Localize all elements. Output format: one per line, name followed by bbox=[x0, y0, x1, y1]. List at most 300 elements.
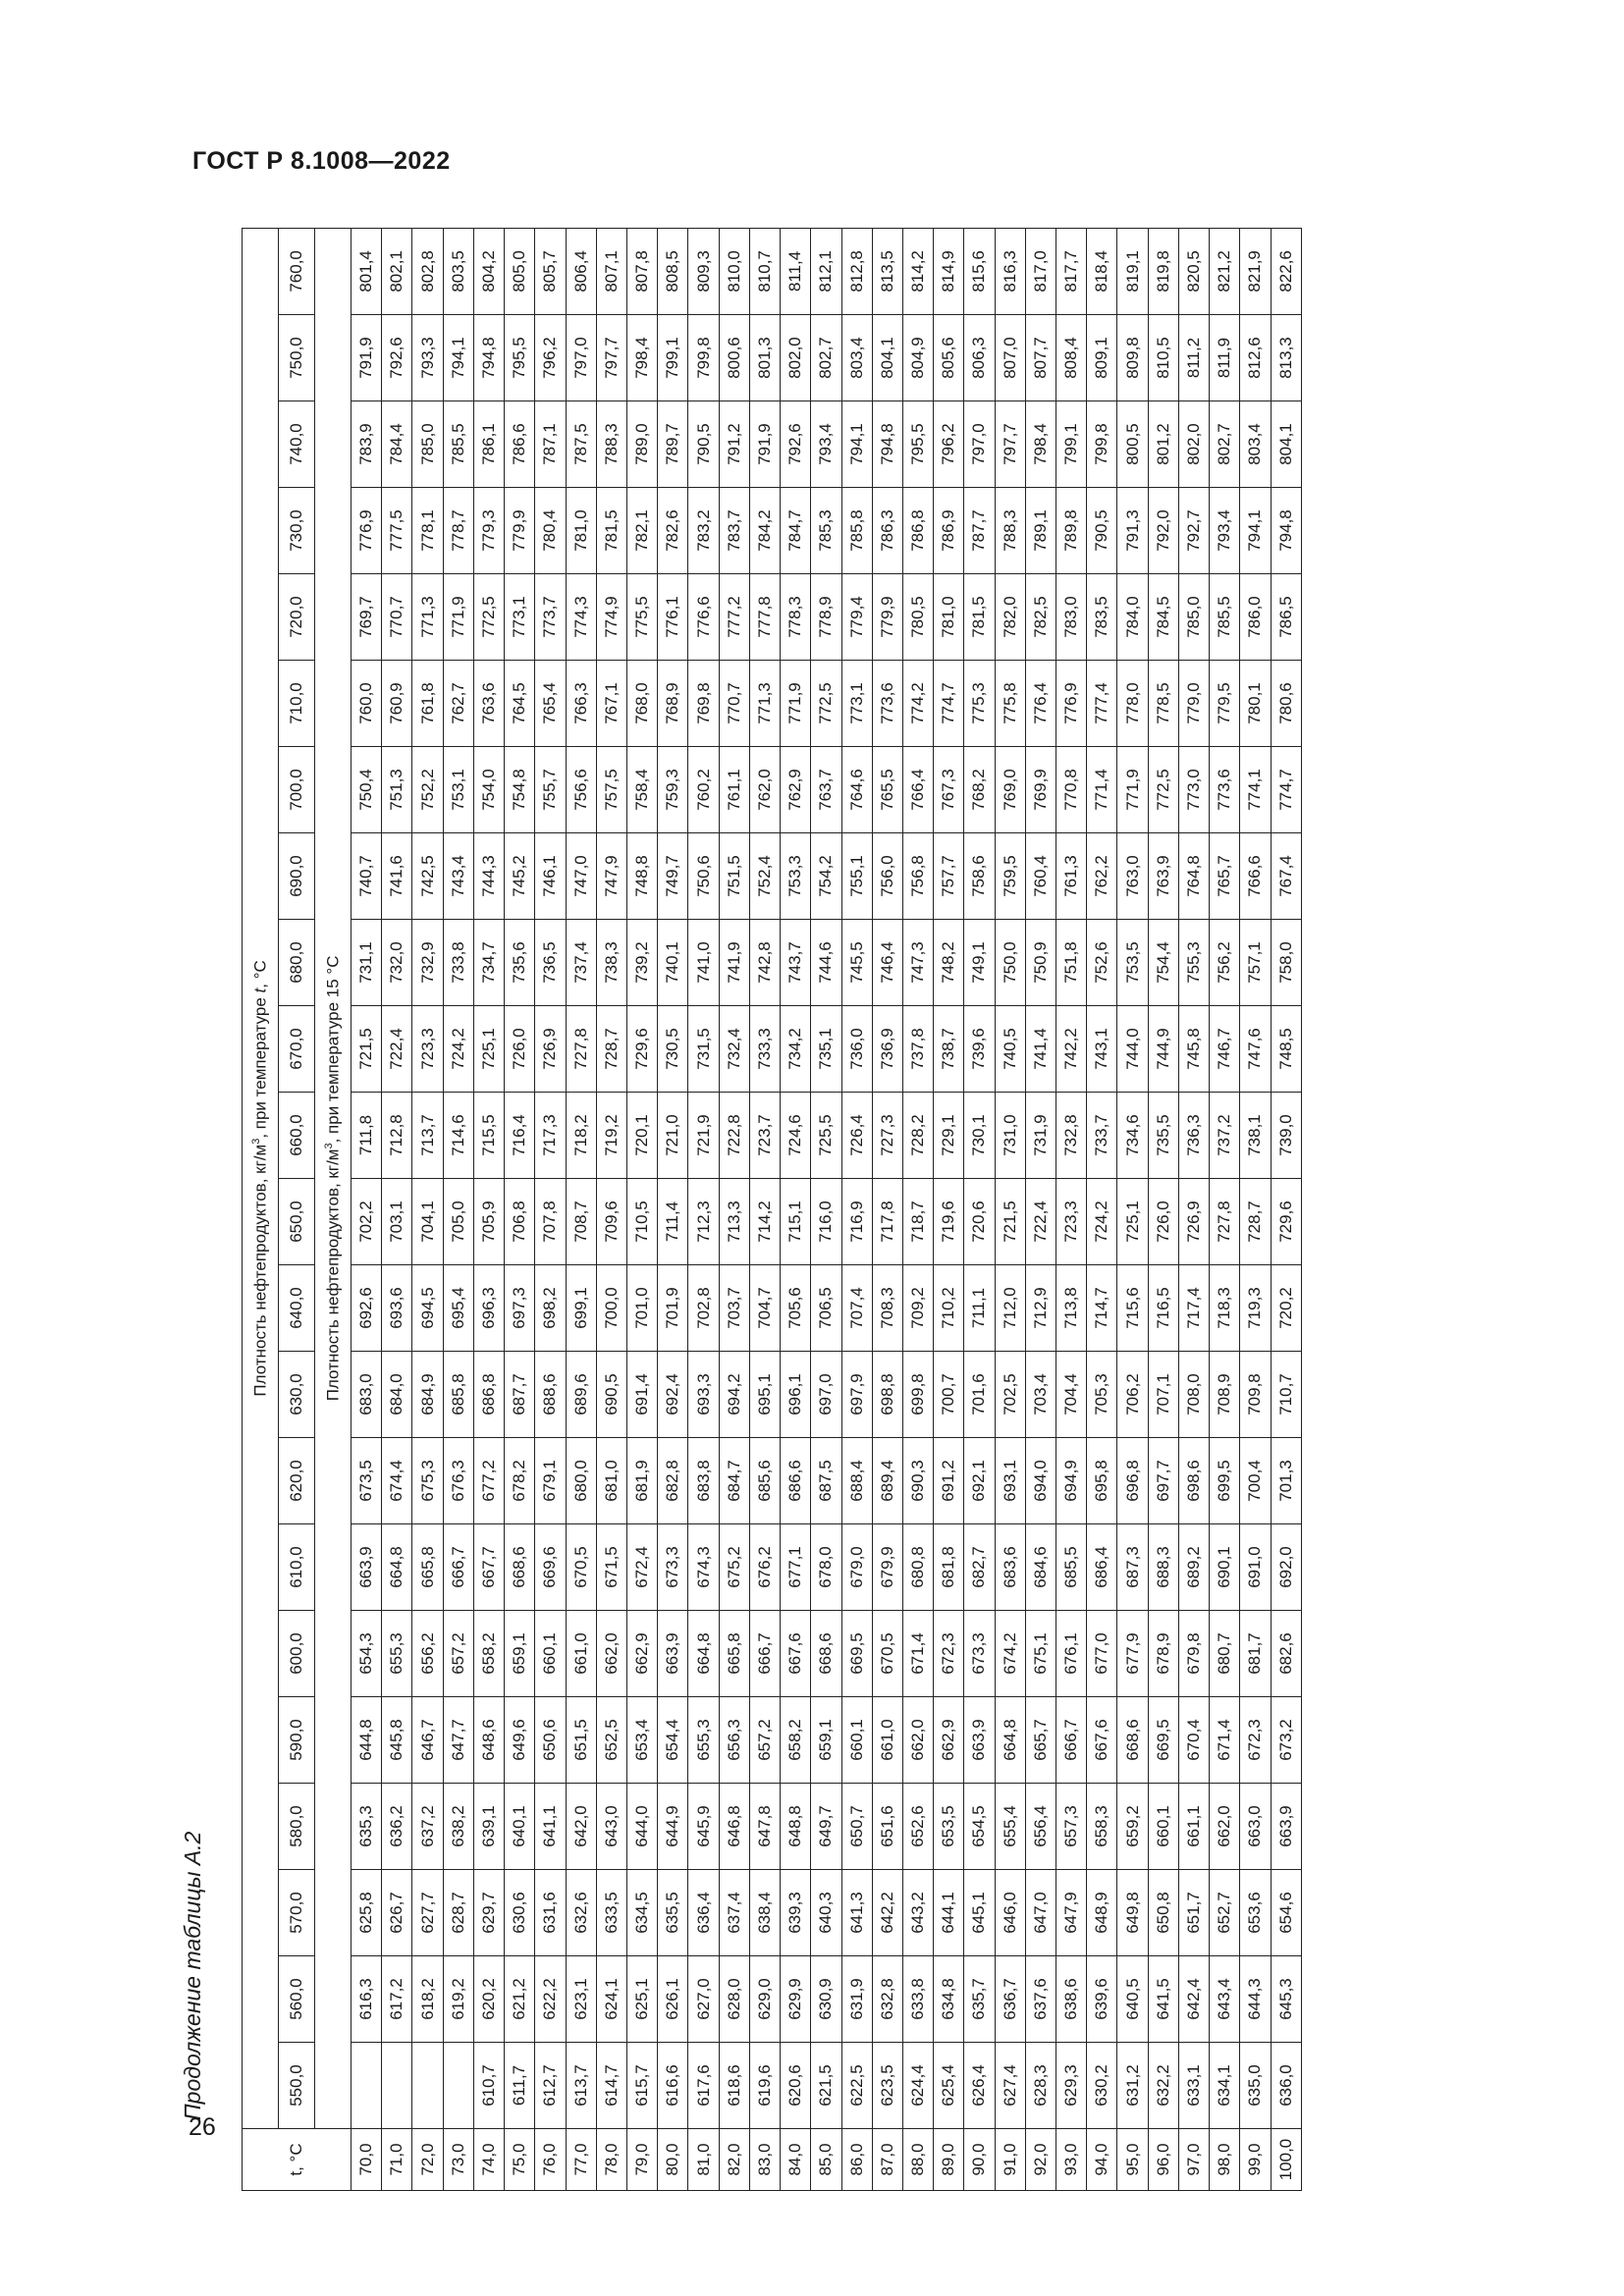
density-cell: 778,7 bbox=[443, 488, 473, 574]
density-cell: 703,1 bbox=[382, 1179, 412, 1265]
density-cell: 774,9 bbox=[596, 574, 626, 661]
temperature-cell: 88,0 bbox=[902, 2129, 933, 2191]
density-cell: 802,0 bbox=[1178, 401, 1209, 488]
column-header: 720,0 bbox=[279, 574, 315, 661]
density-cell: 791,3 bbox=[1117, 488, 1148, 574]
density-cell: 779,9 bbox=[505, 488, 535, 574]
density-cell: 697,3 bbox=[505, 1265, 535, 1352]
column-header: 680,0 bbox=[279, 920, 315, 1006]
density-cell: 794,8 bbox=[872, 401, 902, 488]
temperature-cell: 80,0 bbox=[658, 2129, 688, 2191]
density-cell: 656,4 bbox=[1025, 1784, 1056, 1870]
density-cell: 625,4 bbox=[934, 2043, 964, 2129]
density-cell: 789,7 bbox=[658, 401, 688, 488]
density-cell: 746,1 bbox=[535, 833, 566, 920]
density-cell: 675,1 bbox=[1025, 1611, 1056, 1697]
density-cell: 806,4 bbox=[566, 228, 596, 314]
density-cell: 630,9 bbox=[811, 1956, 841, 2043]
density-cell: 731,1 bbox=[352, 920, 382, 1006]
table-row bbox=[1148, 228, 1178, 2190]
density-cell: 700,7 bbox=[934, 1352, 964, 1438]
table-row bbox=[658, 228, 688, 2190]
table-row bbox=[1210, 228, 1240, 2190]
table-caption: Продолжение таблицы А.2 bbox=[180, 1831, 205, 2120]
table-row bbox=[902, 228, 933, 2190]
density-cell: 682,8 bbox=[658, 1438, 688, 1524]
density-cell: 780,1 bbox=[1240, 661, 1271, 747]
density-cell: 652,5 bbox=[596, 1697, 626, 1784]
density-cell: 668,6 bbox=[505, 1524, 535, 1611]
density-cell: 667,6 bbox=[1087, 1697, 1117, 1784]
density-cell: 616,6 bbox=[658, 2043, 688, 2129]
density-cell: 665,7 bbox=[1025, 1697, 1056, 1784]
density-cell: 799,8 bbox=[688, 315, 719, 401]
page-number: 26 bbox=[189, 2113, 216, 2141]
density-cell: 658,2 bbox=[473, 1611, 504, 1697]
density-cell: 659,2 bbox=[1117, 1784, 1148, 1870]
density-cell: 731,0 bbox=[995, 1093, 1025, 1179]
density-cell: 759,3 bbox=[658, 747, 688, 833]
density-cell: 681,8 bbox=[934, 1524, 964, 1611]
density-cell: 657,3 bbox=[1056, 1784, 1087, 1870]
density-cell: 754,4 bbox=[1148, 920, 1178, 1006]
density-cell: 763,9 bbox=[1148, 833, 1178, 920]
density-cell: 695,1 bbox=[749, 1352, 780, 1438]
density-cell: 688,6 bbox=[535, 1352, 566, 1438]
density-cell: 711,4 bbox=[658, 1179, 688, 1265]
density-cell: 764,5 bbox=[505, 661, 535, 747]
density-cell: 726,0 bbox=[505, 1006, 535, 1093]
density-cell: 761,8 bbox=[412, 661, 443, 747]
density-cell: 677,9 bbox=[1117, 1611, 1148, 1697]
density-cell: 692,0 bbox=[1271, 1524, 1301, 1611]
density-cell bbox=[443, 2043, 473, 2129]
density-cell: 757,1 bbox=[1240, 920, 1271, 1006]
density-cell: 684,0 bbox=[382, 1352, 412, 1438]
table-row bbox=[1087, 228, 1117, 2190]
temperature-cell: 82,0 bbox=[719, 2129, 749, 2191]
density-cell: 659,1 bbox=[505, 1611, 535, 1697]
density-cell: 755,7 bbox=[535, 747, 566, 833]
density-cell: 763,0 bbox=[1117, 833, 1148, 920]
density-cell: 619,2 bbox=[443, 1956, 473, 2043]
density-cell: 802,1 bbox=[382, 228, 412, 314]
density-cell: 655,3 bbox=[382, 1611, 412, 1697]
density-cell: 760,4 bbox=[1025, 833, 1056, 920]
density-cell: 723,3 bbox=[1056, 1179, 1087, 1265]
density-cell: 623,1 bbox=[566, 1956, 596, 2043]
density-cell: 615,7 bbox=[626, 2043, 657, 2129]
density-cell: 784,2 bbox=[749, 488, 780, 574]
density-cell: 679,8 bbox=[1178, 1611, 1209, 1697]
main-title-t: t bbox=[250, 988, 270, 993]
density-cell: 789,1 bbox=[1025, 488, 1056, 574]
density-cell: 719,6 bbox=[934, 1179, 964, 1265]
density-cell: 667,7 bbox=[473, 1524, 504, 1611]
density-cell: 778,9 bbox=[811, 574, 841, 661]
density-cell: 618,6 bbox=[719, 2043, 749, 2129]
density-cell: 691,0 bbox=[1240, 1524, 1271, 1611]
density-cell: 694,0 bbox=[1025, 1438, 1056, 1524]
density-cell: 750,9 bbox=[1025, 920, 1056, 1006]
density-cell: 771,3 bbox=[749, 661, 780, 747]
density-cell: 734,7 bbox=[473, 920, 504, 1006]
density-cell: 778,3 bbox=[781, 574, 811, 661]
table-row bbox=[964, 228, 995, 2190]
density-cell: 642,0 bbox=[566, 1784, 596, 1870]
table-row bbox=[382, 228, 412, 2190]
density-cell: 684,7 bbox=[719, 1438, 749, 1524]
density-cell: 634,1 bbox=[1210, 2043, 1240, 2129]
density-cell: 803,4 bbox=[841, 315, 872, 401]
density-cell: 772,5 bbox=[811, 661, 841, 747]
density-cell: 662,0 bbox=[596, 1611, 626, 1697]
density-cell: 708,9 bbox=[1210, 1352, 1240, 1438]
density-cell: 776,6 bbox=[688, 574, 719, 661]
column-header: 730,0 bbox=[279, 488, 315, 574]
density-cell: 819,8 bbox=[1148, 228, 1178, 314]
density-cell: 647,8 bbox=[749, 1784, 780, 1870]
density-cell: 766,3 bbox=[566, 661, 596, 747]
density-cell: 665,8 bbox=[719, 1611, 749, 1697]
density-cell: 674,3 bbox=[688, 1524, 719, 1611]
temperature-cell: 89,0 bbox=[934, 2129, 964, 2191]
density-cell: 773,7 bbox=[535, 574, 566, 661]
density-cell: 720,2 bbox=[1271, 1265, 1301, 1352]
density-cell: 786,1 bbox=[473, 401, 504, 488]
table-row bbox=[626, 228, 657, 2190]
density-cell: 773,1 bbox=[841, 661, 872, 747]
density-cell: 702,2 bbox=[352, 1179, 382, 1265]
density-cell: 636,7 bbox=[995, 1956, 1025, 2043]
density-cell: 786,3 bbox=[872, 488, 902, 574]
density-cell: 642,4 bbox=[1178, 1956, 1209, 2043]
temperature-cell: 79,0 bbox=[626, 2129, 657, 2191]
density-cell: 694,9 bbox=[1056, 1438, 1087, 1524]
density-cell: 815,6 bbox=[964, 228, 995, 314]
density-cell: 764,8 bbox=[1178, 833, 1209, 920]
density-cell: 768,0 bbox=[626, 661, 657, 747]
density-cell: 662,9 bbox=[934, 1697, 964, 1784]
density-cell: 686,4 bbox=[1087, 1524, 1117, 1611]
density-cell: 654,6 bbox=[1271, 1870, 1301, 1956]
density-cell: 769,7 bbox=[352, 574, 382, 661]
density-cell: 772,5 bbox=[473, 574, 504, 661]
density-cell: 787,1 bbox=[535, 401, 566, 488]
density-cell: 669,5 bbox=[841, 1611, 872, 1697]
density-cell: 640,1 bbox=[505, 1784, 535, 1870]
main-title-sup: 3 bbox=[249, 1138, 262, 1145]
table-row bbox=[443, 228, 473, 2190]
density-cell: 628,3 bbox=[1025, 2043, 1056, 2129]
temperature-cell: 84,0 bbox=[781, 2129, 811, 2191]
density-cell: 631,6 bbox=[535, 1870, 566, 1956]
density-cell: 666,7 bbox=[443, 1524, 473, 1611]
density-cell: 621,5 bbox=[811, 2043, 841, 2129]
density-cell: 726,4 bbox=[841, 1093, 872, 1179]
density-cell: 783,9 bbox=[352, 401, 382, 488]
density-cell: 794,1 bbox=[1240, 488, 1271, 574]
density-cell: 667,6 bbox=[781, 1611, 811, 1697]
density-cell: 713,8 bbox=[1056, 1265, 1087, 1352]
density-cell: 653,5 bbox=[934, 1784, 964, 1870]
density-cell: 717,3 bbox=[535, 1093, 566, 1179]
density-cell: 754,8 bbox=[505, 747, 535, 833]
density-cell: 708,3 bbox=[872, 1265, 902, 1352]
density-cell: 663,9 bbox=[964, 1697, 995, 1784]
density-cell: 636,2 bbox=[382, 1784, 412, 1870]
density-cell: 673,5 bbox=[352, 1438, 382, 1524]
density-cell: 644,8 bbox=[352, 1697, 382, 1784]
column-header: 750,0 bbox=[279, 315, 315, 401]
density-cell: 688,3 bbox=[1148, 1524, 1178, 1611]
table-row bbox=[811, 228, 841, 2190]
density-cell: 714,7 bbox=[1087, 1265, 1117, 1352]
density-cell: 673,3 bbox=[658, 1524, 688, 1611]
density-cell: 761,3 bbox=[1056, 833, 1087, 920]
density-cell: 611,7 bbox=[505, 2043, 535, 2129]
density-cell: 785,0 bbox=[412, 401, 443, 488]
density-cell: 653,6 bbox=[1240, 1870, 1271, 1956]
density-cell: 747,3 bbox=[902, 920, 933, 1006]
density-cell: 752,4 bbox=[749, 833, 780, 920]
density-cell: 650,8 bbox=[1148, 1870, 1178, 1956]
density-cell: 646,7 bbox=[412, 1697, 443, 1784]
density-cell: 668,6 bbox=[811, 1611, 841, 1697]
density-cell: 645,9 bbox=[688, 1784, 719, 1870]
density-cell: 713,3 bbox=[719, 1179, 749, 1265]
temperature-cell: 95,0 bbox=[1117, 2129, 1148, 2191]
density-cell: 669,6 bbox=[535, 1524, 566, 1611]
density-cell: 739,2 bbox=[626, 920, 657, 1006]
density-cell: 737,8 bbox=[902, 1006, 933, 1093]
density-cell: 733,8 bbox=[443, 920, 473, 1006]
density-cell: 771,9 bbox=[443, 574, 473, 661]
density-cell: 746,7 bbox=[1210, 1006, 1240, 1093]
density-cell: 701,0 bbox=[626, 1265, 657, 1352]
density-cell: 671,4 bbox=[902, 1611, 933, 1697]
density-cell: 781,0 bbox=[566, 488, 596, 574]
density-cell: 744,9 bbox=[1148, 1006, 1178, 1093]
density-cell: 661,0 bbox=[566, 1611, 596, 1697]
density-cell: 760,0 bbox=[352, 661, 382, 747]
temperature-cell: 77,0 bbox=[566, 2129, 596, 2191]
density-cell: 644,3 bbox=[1240, 1956, 1271, 2043]
table-header-row-sub bbox=[315, 228, 352, 2190]
density-cell bbox=[412, 2043, 443, 2129]
density-cell: 718,3 bbox=[1210, 1265, 1240, 1352]
density-cell: 637,4 bbox=[719, 1870, 749, 1956]
density-cell: 620,2 bbox=[473, 1956, 504, 2043]
density-cell: 743,1 bbox=[1087, 1006, 1117, 1093]
density-cell: 767,3 bbox=[934, 747, 964, 833]
density-cell: 728,7 bbox=[596, 1006, 626, 1093]
column-header: 740,0 bbox=[279, 401, 315, 488]
column-header: 580,0 bbox=[279, 1784, 315, 1870]
sub-title-sup: 3 bbox=[322, 1143, 335, 1149]
density-cell: 638,4 bbox=[749, 1870, 780, 1956]
density-cell: 697,7 bbox=[1148, 1438, 1178, 1524]
density-cell: 696,3 bbox=[473, 1265, 504, 1352]
density-cell: 756,6 bbox=[566, 747, 596, 833]
density-cell: 786,0 bbox=[1240, 574, 1271, 661]
density-cell: 796,2 bbox=[535, 315, 566, 401]
table-row bbox=[1025, 228, 1056, 2190]
density-cell: 680,8 bbox=[902, 1524, 933, 1611]
density-cell: 805,0 bbox=[505, 228, 535, 314]
density-cell: 785,5 bbox=[443, 401, 473, 488]
density-cell: 756,8 bbox=[902, 833, 933, 920]
density-cell: 746,4 bbox=[872, 920, 902, 1006]
temperature-cell: 90,0 bbox=[964, 2129, 995, 2191]
density-cell: 778,0 bbox=[1117, 661, 1148, 747]
density-cell: 791,9 bbox=[749, 401, 780, 488]
density-cell: 724,6 bbox=[781, 1093, 811, 1179]
density-cell: 793,3 bbox=[412, 315, 443, 401]
density-cell: 654,3 bbox=[352, 1611, 382, 1697]
density-cell: 794,8 bbox=[1271, 488, 1301, 574]
density-cell: 707,4 bbox=[841, 1265, 872, 1352]
corner-header bbox=[243, 2129, 352, 2191]
density-cell: 701,6 bbox=[964, 1352, 995, 1438]
density-cell: 719,3 bbox=[1240, 1265, 1271, 1352]
density-cell: 742,5 bbox=[412, 833, 443, 920]
density-cell: 647,7 bbox=[443, 1697, 473, 1784]
density-cell: 779,5 bbox=[1210, 661, 1240, 747]
density-cell: 649,6 bbox=[505, 1697, 535, 1784]
density-cell: 630,2 bbox=[1087, 2043, 1117, 2129]
density-cell: 745,2 bbox=[505, 833, 535, 920]
density-cell: 775,8 bbox=[995, 661, 1025, 747]
density-cell: 729,6 bbox=[626, 1006, 657, 1093]
density-cell: 689,2 bbox=[1178, 1524, 1209, 1611]
density-cell: 625,8 bbox=[352, 1870, 382, 1956]
density-cell: 646,0 bbox=[995, 1870, 1025, 1956]
density-cell: 728,2 bbox=[902, 1093, 933, 1179]
density-cell: 750,4 bbox=[352, 747, 382, 833]
density-cell: 653,4 bbox=[626, 1697, 657, 1784]
density-cell: 776,4 bbox=[1025, 661, 1056, 747]
density-cell: 671,5 bbox=[596, 1524, 626, 1611]
density-cell: 781,0 bbox=[934, 574, 964, 661]
density-cell: 658,3 bbox=[1087, 1784, 1117, 1870]
temperature-cell: 85,0 bbox=[811, 2129, 841, 2191]
density-cell: 813,3 bbox=[1271, 315, 1301, 401]
density-cell: 626,4 bbox=[964, 2043, 995, 2129]
density-cell: 756,2 bbox=[1210, 920, 1240, 1006]
density-cell: 754,2 bbox=[811, 833, 841, 920]
density-cell: 639,3 bbox=[781, 1870, 811, 1956]
density-cell: 814,2 bbox=[902, 228, 933, 314]
density-cell: 698,8 bbox=[872, 1352, 902, 1438]
density-cell: 807,1 bbox=[596, 228, 626, 314]
density-cell: 786,5 bbox=[1271, 574, 1301, 661]
density-cell: 730,1 bbox=[964, 1093, 995, 1179]
table-row bbox=[1056, 228, 1087, 2190]
density-cell: 727,8 bbox=[1210, 1179, 1240, 1265]
density-cell: 692,4 bbox=[658, 1352, 688, 1438]
density-cell: 661,1 bbox=[1178, 1784, 1209, 1870]
density-cell: 793,4 bbox=[811, 401, 841, 488]
temperature-cell: 81,0 bbox=[688, 2129, 719, 2191]
density-cell: 709,8 bbox=[1240, 1352, 1271, 1438]
temperature-cell: 70,0 bbox=[352, 2129, 382, 2191]
density-cell: 629,9 bbox=[781, 1956, 811, 2043]
density-cell: 788,3 bbox=[596, 401, 626, 488]
corner-label: t, °C bbox=[287, 2143, 305, 2176]
density-cell: 698,6 bbox=[1178, 1438, 1209, 1524]
column-header: 590,0 bbox=[279, 1697, 315, 1784]
density-cell: 728,7 bbox=[1240, 1179, 1271, 1265]
density-cell: 699,1 bbox=[566, 1265, 596, 1352]
density-cell: 695,4 bbox=[443, 1265, 473, 1352]
density-cell: 683,0 bbox=[352, 1352, 382, 1438]
density-cell: 681,9 bbox=[626, 1438, 657, 1524]
density-cell: 638,6 bbox=[1056, 1956, 1087, 2043]
density-cell: 626,7 bbox=[382, 1870, 412, 1956]
density-cell: 704,4 bbox=[1056, 1352, 1087, 1438]
density-cell: 740,1 bbox=[658, 920, 688, 1006]
density-cell: 805,7 bbox=[535, 228, 566, 314]
density-cell: 692,1 bbox=[964, 1438, 995, 1524]
density-cell: 641,5 bbox=[1148, 1956, 1178, 2043]
density-cell: 737,4 bbox=[566, 920, 596, 1006]
density-cell: 748,5 bbox=[1271, 1006, 1301, 1093]
density-cell: 787,7 bbox=[964, 488, 995, 574]
density-cell: 717,8 bbox=[872, 1179, 902, 1265]
density-cell: 679,0 bbox=[841, 1524, 872, 1611]
density-cell: 804,2 bbox=[473, 228, 504, 314]
density-cell: 672,3 bbox=[934, 1611, 964, 1697]
density-cell: 781,5 bbox=[964, 574, 995, 661]
temperature-cell: 76,0 bbox=[535, 2129, 566, 2191]
density-cell: 705,0 bbox=[443, 1179, 473, 1265]
density-cell: 614,7 bbox=[596, 2043, 626, 2129]
density-cell: 783,2 bbox=[688, 488, 719, 574]
density-cell: 645,1 bbox=[964, 1870, 995, 1956]
density-cell: 696,8 bbox=[1117, 1438, 1148, 1524]
density-cell: 641,3 bbox=[841, 1870, 872, 1956]
density-cell: 651,5 bbox=[566, 1697, 596, 1784]
density-cell: 775,5 bbox=[626, 574, 657, 661]
density-cell: 718,7 bbox=[902, 1179, 933, 1265]
density-cell: 802,7 bbox=[811, 315, 841, 401]
density-cell: 694,2 bbox=[719, 1352, 749, 1438]
density-cell: 677,2 bbox=[473, 1438, 504, 1524]
density-cell: 692,6 bbox=[352, 1265, 382, 1352]
density-cell: 621,2 bbox=[505, 1956, 535, 2043]
density-cell: 729,1 bbox=[934, 1093, 964, 1179]
density-cell: 716,5 bbox=[1148, 1265, 1178, 1352]
density-table bbox=[242, 228, 1302, 2191]
density-cell: 619,6 bbox=[749, 2043, 780, 2129]
density-cell: 751,5 bbox=[719, 833, 749, 920]
density-cell: 735,1 bbox=[811, 1006, 841, 1093]
density-cell: 799,8 bbox=[1087, 401, 1117, 488]
table-row bbox=[505, 228, 535, 2190]
density-cell: 792,7 bbox=[1178, 488, 1209, 574]
density-cell: 664,8 bbox=[995, 1697, 1025, 1784]
density-cell: 736,5 bbox=[535, 920, 566, 1006]
density-cell: 625,1 bbox=[626, 1956, 657, 2043]
density-cell: 734,6 bbox=[1117, 1093, 1148, 1179]
density-cell: 778,5 bbox=[1148, 661, 1178, 747]
table-header-row-columns bbox=[279, 228, 315, 2190]
density-cell: 807,8 bbox=[626, 228, 657, 314]
density-cell: 762,7 bbox=[443, 661, 473, 747]
density-cell: 765,7 bbox=[1210, 833, 1240, 920]
density-cell: 636,4 bbox=[688, 1870, 719, 1956]
